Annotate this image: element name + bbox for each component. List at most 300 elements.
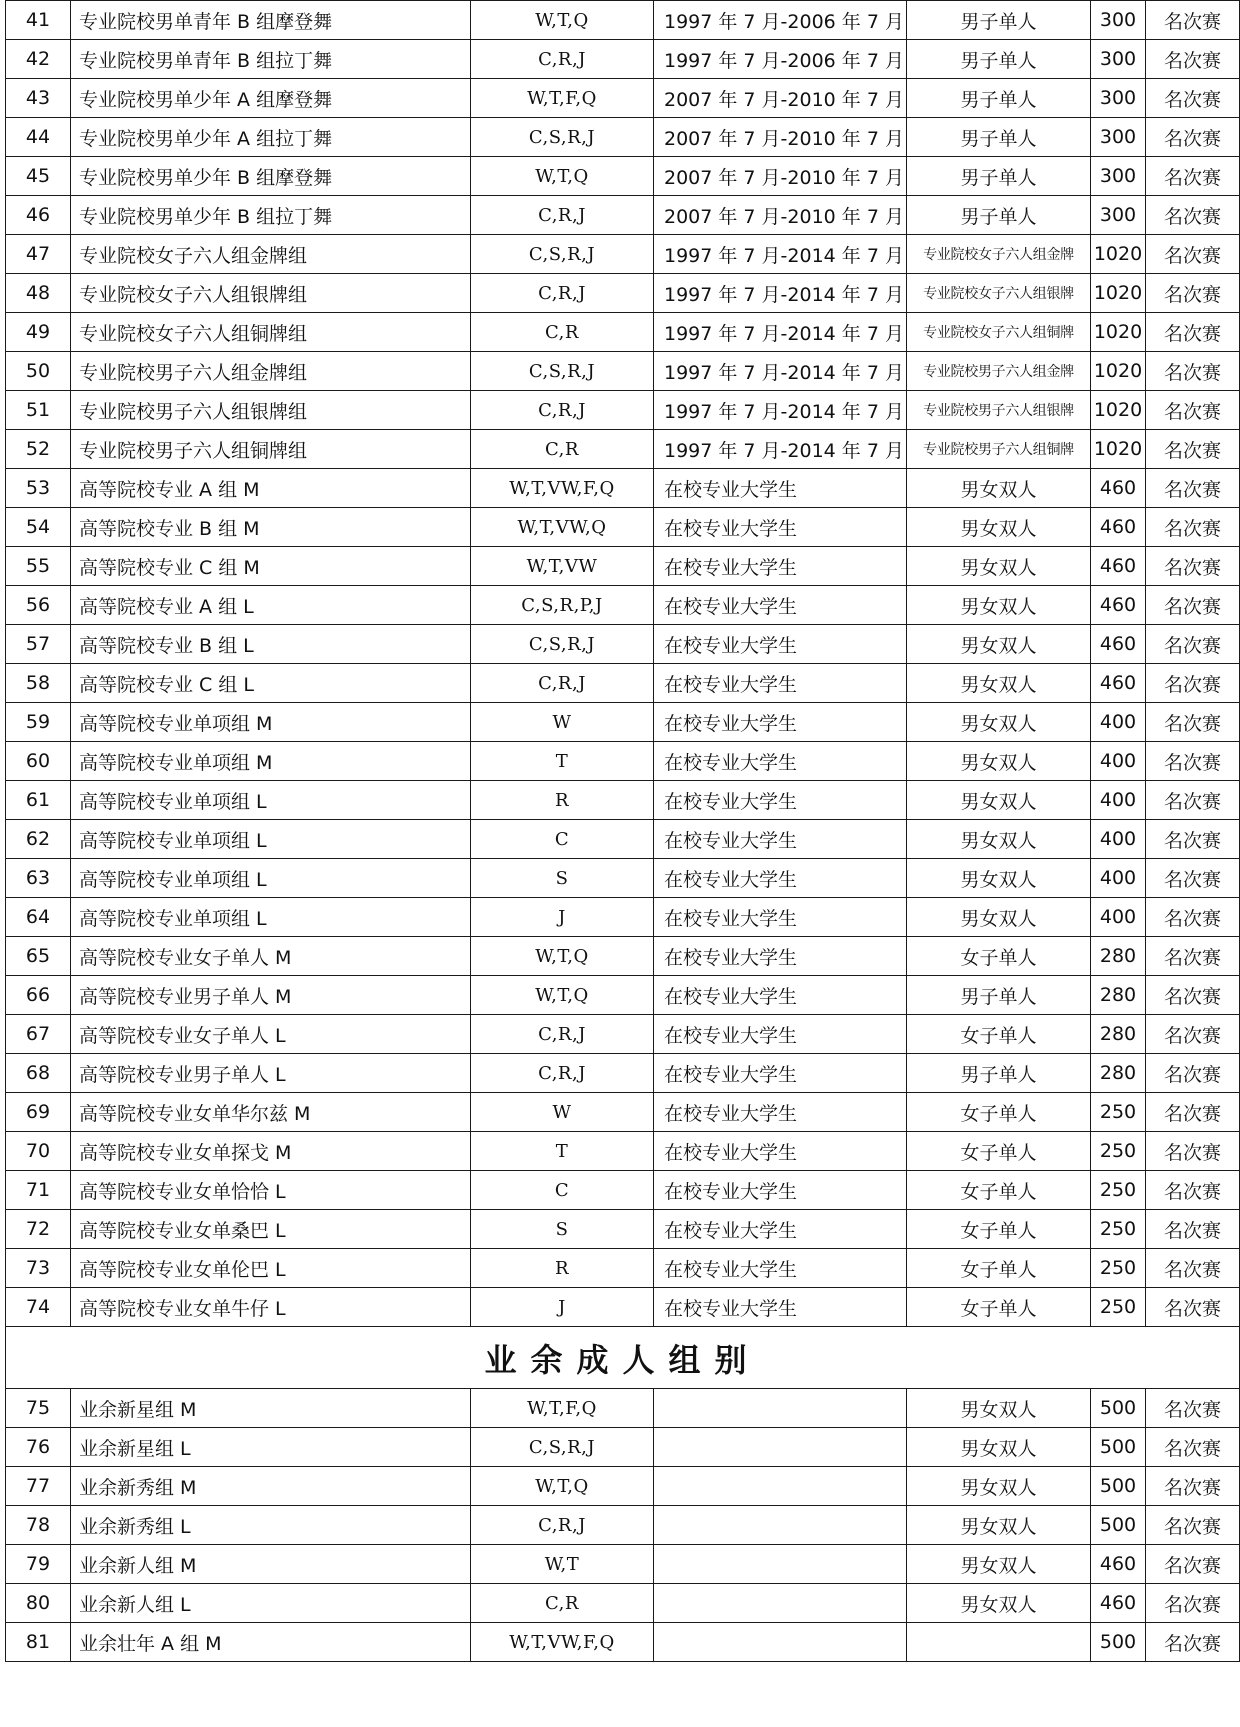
quota-cell: 1020	[1091, 430, 1146, 469]
dances-cell: J	[471, 898, 654, 937]
age-range-cell: 在校专业大学生	[654, 508, 907, 547]
table-row	[6, 976, 1240, 1015]
event-name-cell: 专业院校男单少年 A 组摩登舞	[71, 79, 471, 118]
quota-cell: 1020	[1091, 391, 1146, 430]
dances-cell: T	[471, 742, 654, 781]
quota-cell: 300	[1091, 196, 1146, 235]
format-cell: 名次赛	[1146, 1, 1240, 40]
quota-cell: 250	[1091, 1171, 1146, 1210]
event-name-cell: 高等院校专业女子单人 M	[71, 937, 471, 976]
event-name-cell: 业余新人组 M	[71, 1545, 471, 1584]
event-number-cell: 54	[6, 508, 71, 547]
quota-cell: 1020	[1091, 274, 1146, 313]
format-cell: 名次赛	[1146, 1584, 1240, 1623]
entry-type-cell: 男女双人	[907, 664, 1091, 703]
format-cell: 名次赛	[1146, 469, 1240, 508]
table-row	[6, 1132, 1240, 1171]
age-range-cell: 1997 年 7 月-2014 年 7 月	[654, 235, 907, 274]
table-row	[6, 1171, 1240, 1210]
age-range-cell: 在校专业大学生	[654, 781, 907, 820]
dances-cell: C,R,J	[471, 274, 654, 313]
dances-cell: C,R,J	[471, 1054, 654, 1093]
dances-cell: S	[471, 1210, 654, 1249]
dances-cell: T	[471, 1132, 654, 1171]
dances-cell: W,T,Q	[471, 1, 654, 40]
format-cell: 名次赛	[1146, 1132, 1240, 1171]
format-cell: 名次赛	[1146, 703, 1240, 742]
event-number-cell: 48	[6, 274, 71, 313]
age-range-cell: 在校专业大学生	[654, 1054, 907, 1093]
table-row	[6, 1623, 1240, 1662]
format-cell: 名次赛	[1146, 547, 1240, 586]
quota-cell: 300	[1091, 1, 1146, 40]
section-header-group	[6, 1327, 1240, 1389]
dances-cell: W,T,F,Q	[471, 1389, 654, 1428]
quota-cell: 300	[1091, 79, 1146, 118]
dances-cell: W,T,VW,F,Q	[471, 469, 654, 508]
event-name-cell: 专业院校男子六人组铜牌组	[71, 430, 471, 469]
table-row	[6, 40, 1240, 79]
entry-type-cell: 男女双人	[907, 586, 1091, 625]
dances-cell: C,R,J	[471, 40, 654, 79]
format-cell: 名次赛	[1146, 79, 1240, 118]
event-number-cell: 47	[6, 235, 71, 274]
entry-type-cell: 女子单人	[907, 1249, 1091, 1288]
event-number-cell: 60	[6, 742, 71, 781]
age-range-cell: 在校专业大学生	[654, 625, 907, 664]
event-number-cell: 58	[6, 664, 71, 703]
age-range-cell: 1997 年 7 月-2014 年 7 月	[654, 313, 907, 352]
event-number-cell: 53	[6, 469, 71, 508]
entry-type-cell: 专业院校女子六人组银牌	[907, 274, 1091, 313]
format-cell: 名次赛	[1146, 1428, 1240, 1467]
event-name-cell: 高等院校专业单项组 M	[71, 742, 471, 781]
dances-cell: C,R	[471, 430, 654, 469]
event-number-cell: 56	[6, 586, 71, 625]
format-cell: 名次赛	[1146, 820, 1240, 859]
dances-cell: W,T,Q	[471, 976, 654, 1015]
dances-cell: W,T,Q	[471, 937, 654, 976]
event-name-cell: 高等院校专业单项组 L	[71, 898, 471, 937]
dances-cell: W,T,Q	[471, 1467, 654, 1506]
quota-cell: 250	[1091, 1288, 1146, 1327]
table-row	[6, 1545, 1240, 1584]
quota-cell: 300	[1091, 118, 1146, 157]
age-range-cell: 在校专业大学生	[654, 1249, 907, 1288]
age-range-cell: 在校专业大学生	[654, 859, 907, 898]
age-range-cell: 在校专业大学生	[654, 1288, 907, 1327]
table-row	[6, 1093, 1240, 1132]
event-name-cell: 高等院校专业女单伦巴 L	[71, 1249, 471, 1288]
quota-cell: 460	[1091, 1584, 1146, 1623]
event-number-cell: 66	[6, 976, 71, 1015]
event-name-cell: 专业院校女子六人组金牌组	[71, 235, 471, 274]
age-range-cell	[654, 1584, 907, 1623]
event-number-cell: 70	[6, 1132, 71, 1171]
format-cell: 名次赛	[1146, 1015, 1240, 1054]
age-range-cell: 1997 年 7 月-2014 年 7 月	[654, 274, 907, 313]
event-name-cell: 高等院校专业单项组 L	[71, 820, 471, 859]
event-name-cell: 高等院校专业 A 组 M	[71, 469, 471, 508]
quota-cell: 1020	[1091, 313, 1146, 352]
age-range-cell: 2007 年 7 月-2010 年 7 月	[654, 79, 907, 118]
entry-type-cell: 女子单人	[907, 1015, 1091, 1054]
event-number-cell: 59	[6, 703, 71, 742]
age-range-cell: 在校专业大学生	[654, 1015, 907, 1054]
event-name-cell: 高等院校专业 A 组 L	[71, 586, 471, 625]
age-range-cell: 在校专业大学生	[654, 937, 907, 976]
dances-cell: C,S,R,J	[471, 1428, 654, 1467]
quota-cell: 460	[1091, 547, 1146, 586]
format-cell: 名次赛	[1146, 352, 1240, 391]
table-row	[6, 898, 1240, 937]
format-cell: 名次赛	[1146, 664, 1240, 703]
events-table-body-professional	[6, 1, 1240, 1327]
format-cell: 名次赛	[1146, 625, 1240, 664]
entry-type-cell: 男子单人	[907, 118, 1091, 157]
event-name-cell: 高等院校专业男子单人 L	[71, 1054, 471, 1093]
table-row	[6, 781, 1240, 820]
event-number-cell: 71	[6, 1171, 71, 1210]
table-row	[6, 1389, 1240, 1428]
event-name-cell: 高等院校专业 C 组 L	[71, 664, 471, 703]
age-range-cell: 在校专业大学生	[654, 547, 907, 586]
event-name-cell: 高等院校专业 B 组 M	[71, 508, 471, 547]
table-row	[6, 313, 1240, 352]
event-number-cell: 74	[6, 1288, 71, 1327]
age-range-cell: 在校专业大学生	[654, 742, 907, 781]
event-name-cell: 业余新星组 L	[71, 1428, 471, 1467]
quota-cell: 1020	[1091, 235, 1146, 274]
entry-type-cell: 女子单人	[907, 1171, 1091, 1210]
entry-type-cell: 男女双人	[907, 820, 1091, 859]
quota-cell: 500	[1091, 1506, 1146, 1545]
event-number-cell: 64	[6, 898, 71, 937]
format-cell: 名次赛	[1146, 508, 1240, 547]
table-row	[6, 703, 1240, 742]
event-number-cell: 50	[6, 352, 71, 391]
format-cell: 名次赛	[1146, 196, 1240, 235]
age-range-cell: 在校专业大学生	[654, 586, 907, 625]
event-number-cell: 75	[6, 1389, 71, 1428]
age-range-cell: 在校专业大学生	[654, 1210, 907, 1249]
event-number-cell: 65	[6, 937, 71, 976]
quota-cell: 500	[1091, 1623, 1146, 1662]
event-number-cell: 68	[6, 1054, 71, 1093]
event-number-cell: 76	[6, 1428, 71, 1467]
quota-cell: 500	[1091, 1467, 1146, 1506]
age-range-cell: 1997 年 7 月-2014 年 7 月	[654, 430, 907, 469]
table-row	[6, 274, 1240, 313]
table-row	[6, 469, 1240, 508]
event-name-cell: 高等院校专业女子单人 L	[71, 1015, 471, 1054]
dances-cell: C,R,J	[471, 196, 654, 235]
entry-type-cell: 女子单人	[907, 1210, 1091, 1249]
dances-cell: R	[471, 781, 654, 820]
event-name-cell: 业余新星组 M	[71, 1389, 471, 1428]
table-row	[6, 1210, 1240, 1249]
dances-cell: C,S,R,J	[471, 625, 654, 664]
table-row	[6, 742, 1240, 781]
event-name-cell: 专业院校男子六人组银牌组	[71, 391, 471, 430]
entry-type-cell: 男女双人	[907, 1545, 1091, 1584]
table-row	[6, 79, 1240, 118]
table-row	[6, 1584, 1240, 1623]
dances-cell: W,T	[471, 1545, 654, 1584]
age-range-cell: 2007 年 7 月-2010 年 7 月	[654, 118, 907, 157]
table-row	[6, 937, 1240, 976]
age-range-cell: 在校专业大学生	[654, 820, 907, 859]
entry-type-cell: 男女双人	[907, 898, 1091, 937]
entry-type-cell: 男子单人	[907, 79, 1091, 118]
dances-cell: W,T,VW	[471, 547, 654, 586]
format-cell: 名次赛	[1146, 1467, 1240, 1506]
entry-type-cell: 男女双人	[907, 469, 1091, 508]
dances-cell: C,R,J	[471, 1015, 654, 1054]
table-row	[6, 1288, 1240, 1327]
event-name-cell: 高等院校专业女单探戈 M	[71, 1132, 471, 1171]
format-cell: 名次赛	[1146, 1249, 1240, 1288]
format-cell: 名次赛	[1146, 898, 1240, 937]
age-range-cell: 在校专业大学生	[654, 469, 907, 508]
table-row	[6, 430, 1240, 469]
age-range-cell: 1997 年 7 月-2014 年 7 月	[654, 352, 907, 391]
quota-cell: 460	[1091, 508, 1146, 547]
format-cell: 名次赛	[1146, 391, 1240, 430]
format-cell: 名次赛	[1146, 1171, 1240, 1210]
table-row	[6, 157, 1240, 196]
age-range-cell: 1997 年 7 月-2006 年 7 月	[654, 40, 907, 79]
entry-type-cell: 男女双人	[907, 1428, 1091, 1467]
quota-cell: 250	[1091, 1210, 1146, 1249]
dances-cell: C,S,R,J	[471, 118, 654, 157]
entry-type-cell: 女子单人	[907, 937, 1091, 976]
quota-cell: 500	[1091, 1428, 1146, 1467]
table-row	[6, 586, 1240, 625]
quota-cell: 300	[1091, 40, 1146, 79]
quota-cell: 460	[1091, 625, 1146, 664]
event-number-cell: 69	[6, 1093, 71, 1132]
entry-type-cell: 男女双人	[907, 625, 1091, 664]
quota-cell: 1020	[1091, 352, 1146, 391]
event-name-cell: 高等院校专业女单桑巴 L	[71, 1210, 471, 1249]
format-cell: 名次赛	[1146, 859, 1240, 898]
age-range-cell: 在校专业大学生	[654, 976, 907, 1015]
entry-type-cell: 女子单人	[907, 1132, 1091, 1171]
entry-type-cell: 男女双人	[907, 742, 1091, 781]
format-cell: 名次赛	[1146, 118, 1240, 157]
event-name-cell: 高等院校专业女单牛仔 L	[71, 1288, 471, 1327]
dances-cell: C	[471, 1171, 654, 1210]
table-row	[6, 1467, 1240, 1506]
event-number-cell: 78	[6, 1506, 71, 1545]
quota-cell: 250	[1091, 1093, 1146, 1132]
dances-cell: R	[471, 1249, 654, 1288]
format-cell: 名次赛	[1146, 976, 1240, 1015]
entry-type-cell: 男女双人	[907, 703, 1091, 742]
event-name-cell: 专业院校男单少年 B 组拉丁舞	[71, 196, 471, 235]
event-number-cell: 42	[6, 40, 71, 79]
table-row	[6, 1015, 1240, 1054]
format-cell: 名次赛	[1146, 1210, 1240, 1249]
age-range-cell: 在校专业大学生	[654, 1171, 907, 1210]
event-number-cell: 81	[6, 1623, 71, 1662]
entry-type-cell: 专业院校男子六人组金牌	[907, 352, 1091, 391]
event-number-cell: 73	[6, 1249, 71, 1288]
table-row	[6, 625, 1240, 664]
quota-cell: 500	[1091, 1389, 1146, 1428]
event-number-cell: 55	[6, 547, 71, 586]
event-number-cell: 45	[6, 157, 71, 196]
event-name-cell: 高等院校专业单项组 L	[71, 781, 471, 820]
format-cell: 名次赛	[1146, 781, 1240, 820]
age-range-cell	[654, 1506, 907, 1545]
entry-type-cell: 男女双人	[907, 547, 1091, 586]
quota-cell: 400	[1091, 820, 1146, 859]
table-row	[6, 1054, 1240, 1093]
event-name-cell: 专业院校男子六人组金牌组	[71, 352, 471, 391]
events-table-body-amateur	[6, 1389, 1240, 1662]
event-name-cell: 业余壮年 A 组 M	[71, 1623, 471, 1662]
event-name-cell: 高等院校专业女单恰恰 L	[71, 1171, 471, 1210]
age-range-cell	[654, 1389, 907, 1428]
event-name-cell: 专业院校男单少年 B 组摩登舞	[71, 157, 471, 196]
entry-type-cell: 女子单人	[907, 1288, 1091, 1327]
quota-cell: 460	[1091, 664, 1146, 703]
event-number-cell: 80	[6, 1584, 71, 1623]
format-cell: 名次赛	[1146, 1054, 1240, 1093]
quota-cell: 280	[1091, 1015, 1146, 1054]
format-cell: 名次赛	[1146, 430, 1240, 469]
quota-cell: 460	[1091, 586, 1146, 625]
entry-type-cell: 男女双人	[907, 508, 1091, 547]
entry-type-cell: 女子单人	[907, 1093, 1091, 1132]
age-range-cell: 2007 年 7 月-2010 年 7 月	[654, 157, 907, 196]
event-number-cell: 52	[6, 430, 71, 469]
format-cell: 名次赛	[1146, 274, 1240, 313]
event-number-cell: 77	[6, 1467, 71, 1506]
dances-cell: W	[471, 1093, 654, 1132]
event-name-cell: 专业院校女子六人组铜牌组	[71, 313, 471, 352]
event-number-cell: 62	[6, 820, 71, 859]
competition-schedule-sheet	[5, 0, 1239, 1662]
event-number-cell: 79	[6, 1545, 71, 1584]
quota-cell: 300	[1091, 157, 1146, 196]
quota-cell: 280	[1091, 1054, 1146, 1093]
quota-cell: 280	[1091, 937, 1146, 976]
table-row	[6, 820, 1240, 859]
event-name-cell: 专业院校男单少年 A 组拉丁舞	[71, 118, 471, 157]
format-cell: 名次赛	[1146, 1545, 1240, 1584]
event-name-cell: 高等院校专业女单华尔兹 M	[71, 1093, 471, 1132]
event-name-cell: 高等院校专业男子单人 M	[71, 976, 471, 1015]
table-row	[6, 235, 1240, 274]
quota-cell: 460	[1091, 469, 1146, 508]
age-range-cell	[654, 1428, 907, 1467]
entry-type-cell: 专业院校男子六人组铜牌	[907, 430, 1091, 469]
format-cell: 名次赛	[1146, 157, 1240, 196]
quota-cell: 400	[1091, 898, 1146, 937]
event-name-cell: 专业院校男单青年 B 组拉丁舞	[71, 40, 471, 79]
event-number-cell: 72	[6, 1210, 71, 1249]
table-row	[6, 1506, 1240, 1545]
event-name-cell: 业余新秀组 M	[71, 1467, 471, 1506]
table-row	[6, 547, 1240, 586]
dances-cell: S	[471, 859, 654, 898]
section-header-row	[6, 1327, 1240, 1389]
event-number-cell: 44	[6, 118, 71, 157]
events-table	[5, 0, 1240, 1662]
age-range-cell	[654, 1467, 907, 1506]
event-name-cell: 业余新秀组 L	[71, 1506, 471, 1545]
age-range-cell: 在校专业大学生	[654, 703, 907, 742]
section-title: 业余成人组别	[6, 1327, 1240, 1389]
table-row	[6, 196, 1240, 235]
dances-cell: C,S,R,P,J	[471, 586, 654, 625]
entry-type-cell: 专业院校女子六人组铜牌	[907, 313, 1091, 352]
format-cell: 名次赛	[1146, 1288, 1240, 1327]
dances-cell: C,R,J	[471, 391, 654, 430]
dances-cell: C,R	[471, 1584, 654, 1623]
event-name-cell: 业余新人组 L	[71, 1584, 471, 1623]
dances-cell: C,R	[471, 313, 654, 352]
table-row	[6, 1428, 1240, 1467]
format-cell: 名次赛	[1146, 1389, 1240, 1428]
dances-cell: W,T,F,Q	[471, 79, 654, 118]
event-name-cell: 专业院校女子六人组银牌组	[71, 274, 471, 313]
format-cell: 名次赛	[1146, 937, 1240, 976]
table-row	[6, 508, 1240, 547]
event-name-cell: 高等院校专业 C 组 M	[71, 547, 471, 586]
event-name-cell: 高等院校专业 B 组 L	[71, 625, 471, 664]
dances-cell: C	[471, 820, 654, 859]
dances-cell: C,R,J	[471, 1506, 654, 1545]
quota-cell: 400	[1091, 781, 1146, 820]
table-row	[6, 352, 1240, 391]
dances-cell: W,T,Q	[471, 157, 654, 196]
age-range-cell	[654, 1545, 907, 1584]
event-number-cell: 43	[6, 79, 71, 118]
quota-cell: 250	[1091, 1132, 1146, 1171]
dances-cell: C,S,R,J	[471, 235, 654, 274]
entry-type-cell: 专业院校男子六人组银牌	[907, 391, 1091, 430]
event-number-cell: 57	[6, 625, 71, 664]
event-number-cell: 63	[6, 859, 71, 898]
age-range-cell: 在校专业大学生	[654, 664, 907, 703]
quota-cell: 280	[1091, 976, 1146, 1015]
entry-type-cell: 男子单人	[907, 40, 1091, 79]
dances-cell: W	[471, 703, 654, 742]
quota-cell: 460	[1091, 1545, 1146, 1584]
event-number-cell: 49	[6, 313, 71, 352]
entry-type-cell: 男女双人	[907, 781, 1091, 820]
dances-cell: W,T,VW,Q	[471, 508, 654, 547]
dances-cell: C,R,J	[471, 664, 654, 703]
table-row	[6, 118, 1240, 157]
format-cell: 名次赛	[1146, 1506, 1240, 1545]
format-cell: 名次赛	[1146, 1093, 1240, 1132]
entry-type-cell: 男女双人	[907, 859, 1091, 898]
dances-cell: J	[471, 1288, 654, 1327]
event-name-cell: 专业院校男单青年 B 组摩登舞	[71, 1, 471, 40]
event-number-cell: 67	[6, 1015, 71, 1054]
entry-type-cell: 男女双人	[907, 1467, 1091, 1506]
entry-type-cell: 男子单人	[907, 1, 1091, 40]
table-row	[6, 1249, 1240, 1288]
format-cell: 名次赛	[1146, 313, 1240, 352]
age-range-cell: 在校专业大学生	[654, 1132, 907, 1171]
age-range-cell: 1997 年 7 月-2014 年 7 月	[654, 391, 907, 430]
